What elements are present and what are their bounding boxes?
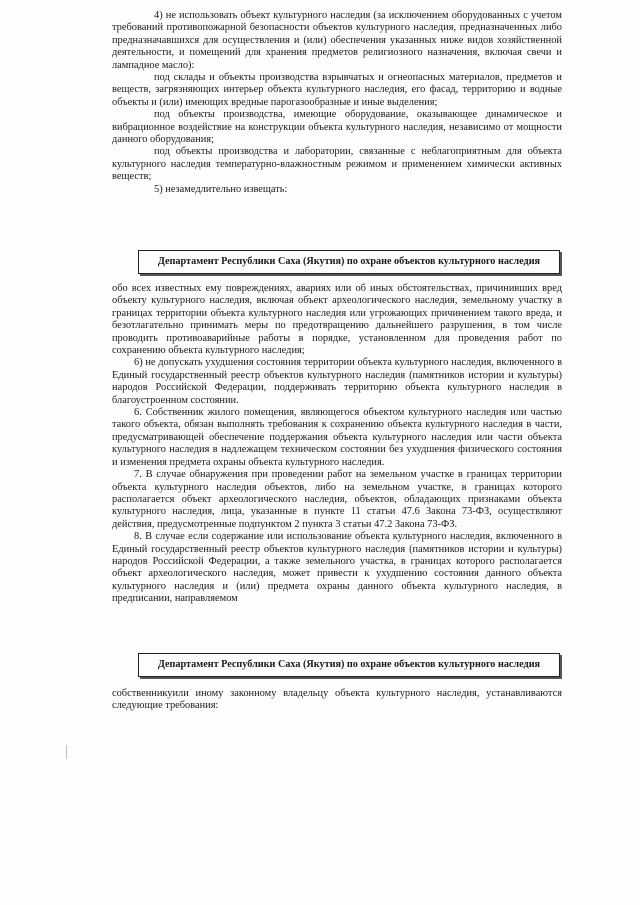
- paragraph: 6. Собственник жилого помещения, являющегося объектом культурного наследия или частью такого объекта, обязан выполнять требования к сохранению объекта культурного наследия в части, предусматривающей обеспечение поддержания объекта культурного наследия или части объекта культурного наследия в надлежащем техническом состоянии без ухудшения физического состояния и изменения предмета охраны объекта культурного наследия.: [112, 407, 562, 468]
- scan-mark: [66, 745, 67, 759]
- department-header: Департамент Республики Саха (Якутия) по охране объектов культурного наследия: [138, 250, 560, 274]
- text-block-middle: [112, 283, 562, 606]
- paragraph: 4) не использовать объект культурного наследия (за исключением оборудованных с учетом требований противопожарной безопасности объектов культурного наследия, предназначенных либо предназначавшихся для осуществления и (или) обеспечения указанных ниже видов хозяйственной деятельности, и помещений для хранения предметов религиозного назначения, включая свечи и лампадное масло):: [112, 10, 562, 71]
- paragraph: под склады и объекты производства взрывчатых и огнеопасных материалов, предметов и веществ, загрязняющих интерьер объекта культурного наследия, его фасад, территорию и водные объекты и (или) имеющих вредные парогазообразные и иные выделения;: [112, 72, 562, 108]
- paragraph: под объекты производства и лаборатории, связанные с неблагоприятным для объекта культурного наследия температурно-влажностным режимом и применением химически активных веществ;: [112, 146, 562, 183]
- paragraph: под объекты производства, имеющие оборудование, оказывающее динамическое и вибрационное воздействие на конструкции объекта культурного наследия, независимо от мощности данного оборудования;: [112, 109, 562, 146]
- paragraph: собственникуили иному законному владельцу объекта культурного наследия, устанавливаются следующие требования:: [112, 688, 562, 712]
- paragraph: 5) незамедлительно извещать:: [154, 183, 288, 195]
- paragraph: 6) не допускать ухудшения состояния территории объекта культурного наследия, включенного в Единый государственный реестр объектов культурного наследия (памятников истории и культуры) народов Российской Федерации, поддерживать территорию объекта культурного наследия в благоустроенном состоянии.: [112, 357, 562, 406]
- paragraph: обо всех известных ему повреждениях, авариях или об иных обстоятельствах, причинивших вред объекту культурного наследия, включая объект археологического наследия, земельному участку в границах территории объекта культурного наследия или угрожающих причинением такого вреда, и безотлагательно принимать меры по предотвращению дальнейшего разрушения, в том числе проводить противоаварийные работы в порядке, установленном для проведения работ по сохранению объекта культурного наследия;: [112, 283, 562, 357]
- department-header: Департамент Республики Саха (Якутия) по охране объектов культурного наследия: [138, 653, 560, 677]
- paragraph: 7. В случае обнаружения при проведении работ на земельном участке в границах территории объекта культурного наследия объектов, либо на земельном участке, в границах которого располагается объект археологического наследия, объектов, обладающих признаками объекта культурного наследия, лица, указанные в пункте 11 статьи 47.6 Закона 73-ФЗ, осуществляют действия, предусмотренные подпунктом 2 пункта 3 статьи 47.2 Закона 73-ФЗ.: [112, 469, 562, 530]
- text-block-bottom: [112, 688, 562, 713]
- paragraph: 8. В случае если содержание или использование объекта культурного наследия, включенного в Единый государственный реестр объектов культурного наследия (памятников истории и культуры) народов Российской Федерации, а также земельного участка, в границах которого располагается объект археологического наследия, может привести к ухудшению состояния данного объекта культурного наследия и (или) предмета охраны данного объекта культурного наследия, в предписании, направляемом: [112, 531, 562, 605]
- text-block-top: [112, 10, 562, 196]
